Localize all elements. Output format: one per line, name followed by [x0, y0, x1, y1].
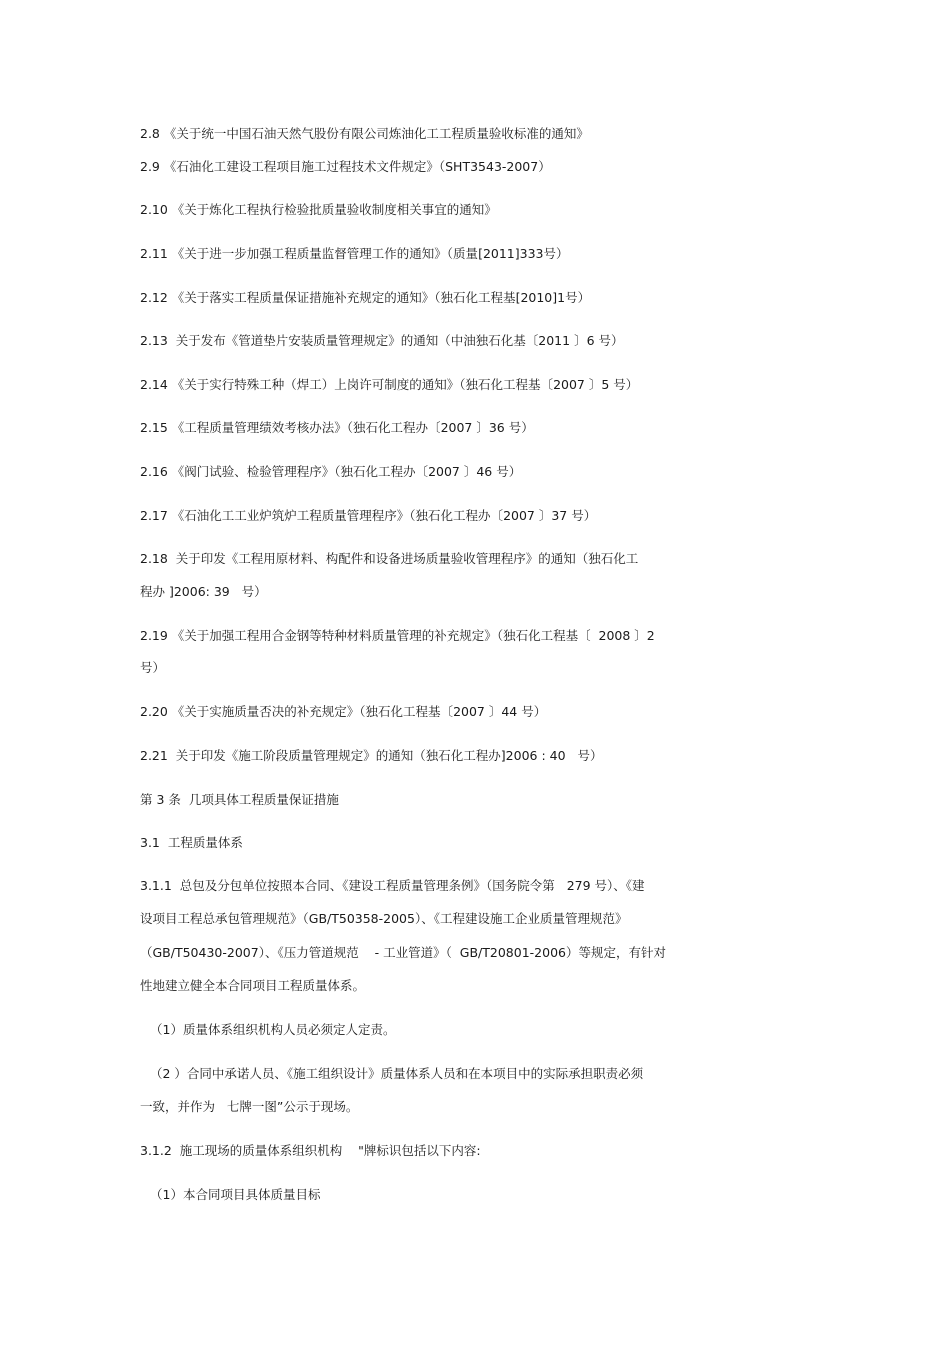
item-2-8: 2.8 《关于统一中国石油天然气股份有限公司炼油化工工程质量验收标准的通知》 [140, 126, 589, 141]
clause-3-1-1-line1: 3.1.1 总包及分包单位按照本合同、《建设工程质量管理条例》（国务院令第 279 号）、《建 [140, 878, 645, 893]
section-3-1-heading: 3.1 工程质量体系 [140, 835, 243, 850]
item-2-9: 2.9 《石油化工建设工程项目施工过程技术文件规定》（SHT3543-2007） [140, 159, 551, 174]
item-2-10: 2.10 《关于炼化工程执行检验批质量验收制度相关事宜的通知》 [140, 202, 497, 217]
item-2-19-line1: 2.19 《关于加强工程用合金钢等特种材料质量管理的补充规定》（独石化工程基〔 2008 〕2 [140, 628, 655, 643]
item-2-19-line2: 号） [140, 660, 166, 675]
clause-3-1-1-line2: 设项目工程总承包管理规范》（GB/T50358-2005）、《工程建设施工企业质量管理规范》 [140, 911, 628, 926]
item-2-20: 2.20 《关于实施质量否决的补充规定》（独石化工程基〔2007 〕44 号） [140, 704, 547, 719]
item-2-16: 2.16 《阀门试验、检验管理程序》（独石化工程办〔2007 〕46 号） [140, 464, 522, 479]
item-2-13: 2.13 关于发布《管道垫片安装质量管理规定》的通知（中油独石化基〔2011 〕6 号） [140, 333, 624, 348]
clause-3-1-1-line3: （GB/T50430-2007）、《压力管道规范 - 工业管道》（ GB/T20801-2006）等规定，有针对 [140, 945, 666, 960]
section-3-heading: 第 3 条 几项具体工程质量保证措施 [140, 792, 339, 807]
para-3: （1）本合同项目具体质量目标 [150, 1187, 321, 1202]
item-2-17: 2.17 《石油化工工业炉筑炉工程质量管理程序》（独石化工程办〔2007 〕37 号） [140, 508, 597, 523]
item-2-12: 2.12 《关于落实工程质量保证措施补充规定的通知》（独石化工程基[2010]1号） [140, 290, 591, 305]
item-2-18-line1: 2.18 关于印发《工程用原材料、构配件和设备进场质量验收管理程序》的通知（独石化工 [140, 551, 639, 566]
item-2-15: 2.15 《工程质量管理绩效考核办法》（独石化工程办〔2007 〕36 号） [140, 420, 534, 435]
item-2-21: 2.21 关于印发《施工阶段质量管理规定》的通知（独石化工程办]2006 : 40 号） [140, 748, 603, 763]
para-2-line2: 一致，并作为 七牌一图”公示于现场。 [140, 1099, 359, 1114]
clause-3-1-2: 3.1.2 施工现场的质量体系组织机构 "牌标识包括以下内容: [140, 1143, 481, 1158]
clause-3-1-1-line4: 性地建立健全本合同项目工程质量体系。 [140, 978, 366, 993]
item-2-18-line2: 程办 ]2006: 39 号） [140, 584, 267, 599]
para-1: （1）质量体系组织机构人员必须定人定责。 [150, 1022, 396, 1037]
item-2-14: 2.14 《关于实行特殊工种（焊工）上岗许可制度的通知》（独石化工程基〔2007 〕5 号） [140, 377, 639, 392]
item-2-11: 2.11 《关于进一步加强工程质量监督管理工作的通知》（质量[2011]333号） [140, 246, 569, 261]
para-2-line1: （2 ）合同中承诺人员、《施工组织设计》质量体系人员和在本项目中的实际承担职责必须 [150, 1066, 644, 1081]
